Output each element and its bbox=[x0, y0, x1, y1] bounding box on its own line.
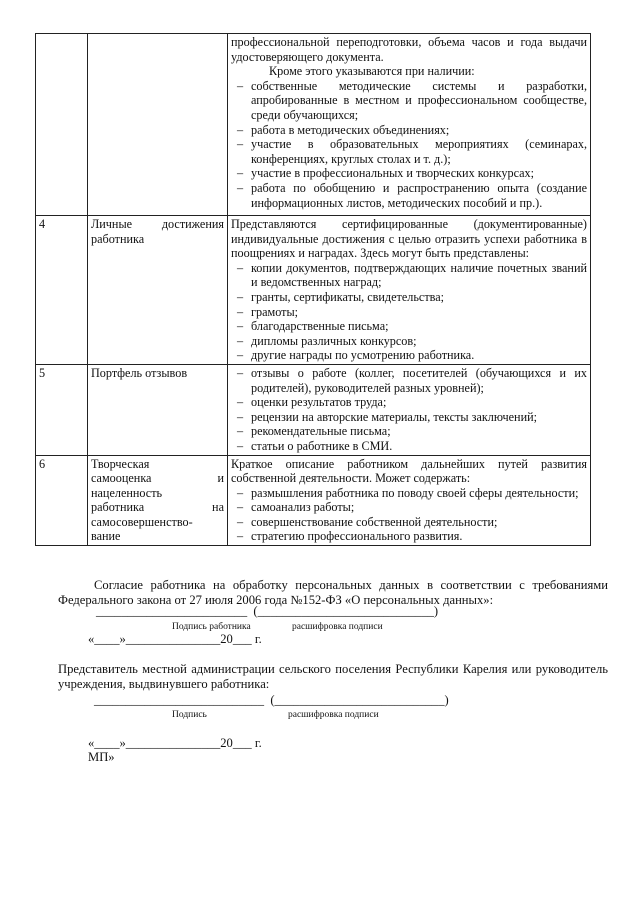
description-intro: Краткое описание работником дальнейших путей развития собственной деятельности. Может содержать: bbox=[231, 456, 587, 486]
list-item: – копии документов, подтверждающих наличие почетных званий и ведомственных наград; bbox=[237, 260, 587, 290]
consent-text: Согласие работника на обработку персональных данных в соответствии с требованиями Федерального закона от 27 июля 2006 года №152-ФЗ «О персональных данных»: bbox=[58, 578, 608, 607]
row-number-cell: 4 bbox=[36, 216, 88, 365]
list-item: – благодарственные письма; bbox=[237, 319, 389, 334]
representative-signature-label: Подпись bbox=[172, 710, 207, 720]
list-item: – рекомендательные письма; bbox=[237, 424, 391, 439]
consent-signature-label: Подпись работника bbox=[172, 622, 251, 632]
section-name-cell: Портфель отзывов bbox=[88, 364, 228, 455]
name-line: Творческая bbox=[91, 456, 150, 471]
table-row bbox=[36, 34, 591, 216]
portfolio-table bbox=[35, 33, 591, 546]
list-item: – размышления работника по поводу своей сферы деятельности; bbox=[237, 485, 579, 500]
section-name-cell bbox=[88, 34, 228, 216]
list-item: – статьи о работнике в СМИ. bbox=[237, 438, 393, 453]
table-row bbox=[36, 455, 591, 546]
list-item: – рецензии на авторские материалы, тексты заключений; bbox=[237, 409, 538, 424]
section-description-cell bbox=[228, 455, 591, 546]
list-item: – отзывы о работе (коллег, посетителей (обучающихся и их родителей), руководителей разных уровней); bbox=[237, 365, 587, 395]
name-line: работника на bbox=[91, 500, 224, 515]
row-number-cell: 5 bbox=[36, 364, 88, 455]
table-row bbox=[36, 364, 591, 455]
name-line: самосовершенство- bbox=[91, 514, 193, 529]
section-name-cell bbox=[88, 455, 228, 546]
row-number-cell: 6 bbox=[36, 455, 88, 546]
description-intro: Представляются сертифицированные (документированные) индивидуальные достижения с целью отразить успехи работника в поощрениях и наградах. Здесь могут быть представлены: bbox=[231, 217, 587, 261]
representative-text: Представитель местной администрации сельского поселения Республики Карелия или руководитель учреждения, выдвинувшего работника: bbox=[58, 662, 608, 691]
section-description-cell bbox=[228, 34, 591, 216]
list-item: – собственные методические системы и разработки, апробированные в местном и профессиональном сообществе, среди обучающихся; bbox=[237, 78, 587, 122]
list-item: – гранты, сертификаты, свидетельства; bbox=[237, 289, 445, 304]
stamp-mark: МП» bbox=[88, 750, 115, 764]
representative-date-line: «____»_______________20___ г. bbox=[88, 736, 262, 750]
name-line: самооценка и bbox=[91, 471, 224, 486]
list-item: – самоанализ работы; bbox=[237, 500, 355, 515]
consent-date-line: «____»_______________20___ г. bbox=[88, 632, 262, 646]
name-line: вание bbox=[91, 529, 121, 544]
list-item: – грамоты; bbox=[237, 304, 299, 319]
list-item: – участие в профессиональных и творческих конкурсах; bbox=[237, 166, 535, 181]
row-number-cell bbox=[36, 34, 88, 216]
section-description-cell bbox=[228, 364, 591, 455]
section-name-cell: Личные достижения работника bbox=[88, 216, 228, 365]
list-item: – оценки результатов труда; bbox=[237, 395, 387, 410]
consent-signature-line: ________________________ (____________________________) bbox=[96, 604, 439, 618]
list-item: – дипломы различных конкурсов; bbox=[237, 333, 417, 348]
consent-decode-label: расшифровка подписи bbox=[292, 622, 383, 632]
name-line: нацеленность bbox=[91, 485, 163, 500]
list-item: – стратегию профессионального развития. bbox=[237, 529, 463, 544]
description-intro: профессиональной переподготовки, объема часов и года выдачи удостоверяющего документа. bbox=[231, 35, 587, 64]
representative-decode-label: расшифровка подписи bbox=[288, 710, 379, 720]
list-item: – участие в образовательных мероприятиях (семинарах, конференциях, круглых столах и т. д.); bbox=[237, 137, 587, 166]
list-item: – другие награды по усмотрению работника. bbox=[237, 348, 475, 363]
representative-signature-line: ___________________________ (___________________________) bbox=[94, 693, 449, 707]
list-item: – работа в методических объединениях; bbox=[237, 122, 450, 137]
description-lead: Кроме этого указываются при наличии: bbox=[269, 64, 475, 79]
list-item: – совершенствование собственной деятельности; bbox=[237, 514, 498, 529]
section-description-cell bbox=[228, 216, 591, 365]
list-item: – работа по обобщению и распространению опыта (создание информационных листов, методических пособий и пр.). bbox=[237, 180, 587, 210]
table-row bbox=[36, 216, 591, 365]
